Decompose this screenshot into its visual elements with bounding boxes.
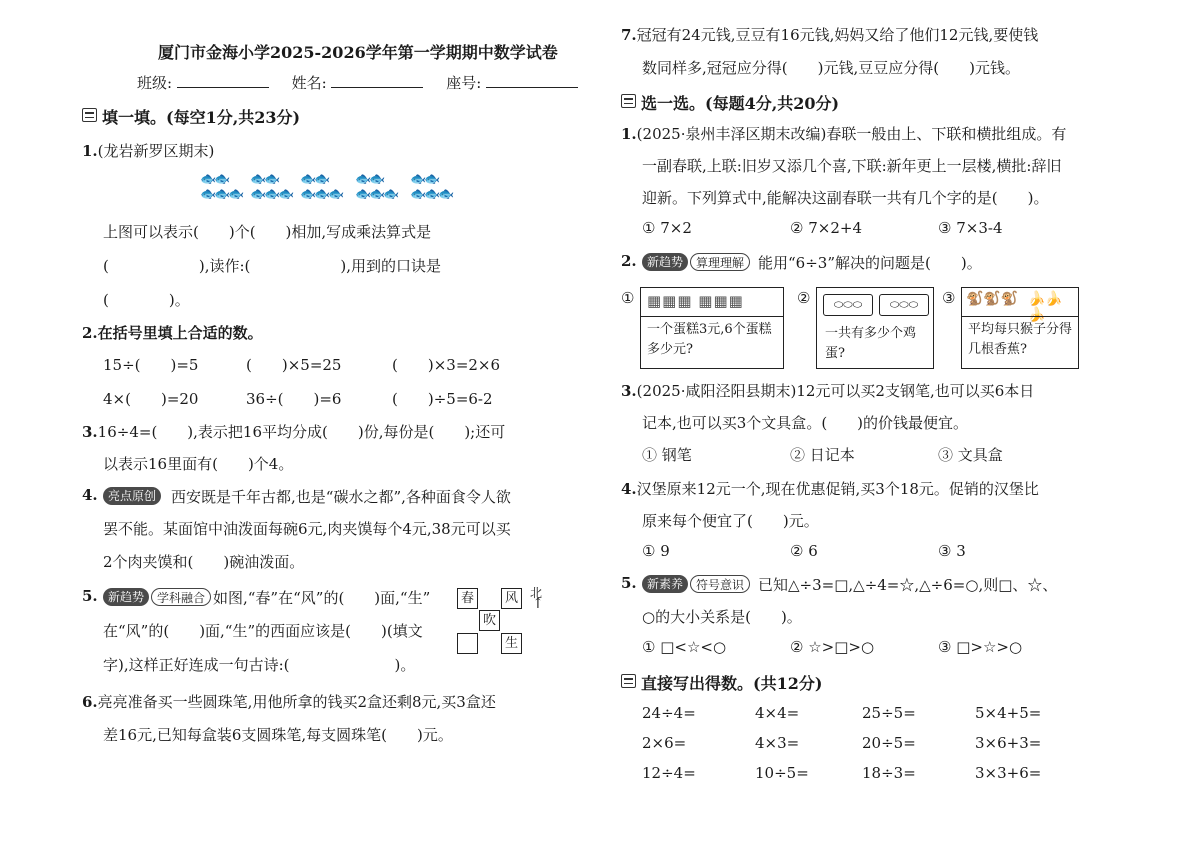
s2-q4-option-3[interactable]: ③ 3 (938, 542, 966, 560)
egg-icon: ⬭⬭⬭ (823, 294, 873, 316)
class-label: 班级: (137, 74, 173, 92)
fish-icon: 🐟🐟 🐟🐟🐟 (250, 172, 293, 202)
calc-item: 18÷3= (862, 764, 916, 782)
calc-item: 24÷4= (642, 704, 696, 722)
info-line (137, 72, 578, 93)
exam-title: 厦门市金海小学2025-2026学年第一学期期中数学试卷 (158, 43, 558, 62)
q6-number: 6. (82, 693, 98, 711)
q7-line-1-text: 冠冠有24元钱,豆豆有16元钱,妈妈又给了他们12元钱,要使钱 (636, 26, 1039, 44)
q7-line-2: 数同样多,冠冠应分得( )元钱,豆豆应分得( )元钱。 (642, 59, 1020, 77)
s2-q4-option-2[interactable]: ② 6 (790, 542, 818, 560)
q2-cell: 36÷( )=6 (246, 390, 342, 408)
s2-q1-line-3: 迎新。下列算式中,能解决这副春联一共有几个字的是( )。 (642, 189, 1049, 207)
s2-q1-option-3[interactable]: ③ 7×3-4 (938, 219, 1003, 237)
fish-icon: 🐟🐟 🐟🐟🐟 (200, 172, 243, 202)
q5-line-1: 如图,“春”在“风”的( )面,“生” (213, 589, 431, 607)
north-arrow-icon: ↑ (532, 596, 544, 612)
monkey-option-text: 平均每只猴子分得几根香蕉? (968, 322, 1073, 357)
section-one-icon (82, 108, 97, 122)
section-three-title: 直接写出得数。(共12分) (641, 674, 823, 693)
s2-q3-number: 3. (621, 382, 637, 400)
cake-icon: ▦▦▦ ▦▦▦ (647, 292, 744, 310)
s2-q2-tag-trend: 新趋势 (642, 253, 688, 271)
q2-text: 在括号里填上合适的数。 (97, 324, 263, 342)
section-three-icon (621, 674, 636, 688)
q2-cell: ( )×5=25 (246, 356, 342, 374)
s2-q4-number: 4. (621, 480, 637, 498)
char-box-chui: 吹 (479, 610, 500, 631)
q4-number: 4. (82, 486, 98, 504)
q3-line-1 (82, 421, 505, 442)
seat-label: 座号: (446, 74, 482, 92)
calc-item: 10÷5= (755, 764, 809, 782)
section-two-icon (621, 94, 636, 108)
s2-q1-number: 1. (621, 125, 637, 143)
monkey-icon: 🐒🐒🐒 (966, 291, 1019, 307)
calc-item: 25÷5= (862, 704, 916, 722)
s2-q5-option-2[interactable]: ② ☆>□>○ (790, 638, 875, 656)
s2-q2-opt3-mark[interactable]: ③ (942, 289, 956, 307)
q4-line-2: 罢不能。某面馆中油泼面每碗6元,肉夹馍每个4元,38元可以买 (103, 520, 511, 538)
s2-q4-option-1[interactable]: ① 9 (642, 542, 670, 560)
q1-line-source (82, 140, 214, 161)
q1-number: 1. (82, 142, 98, 160)
s2-q1-option-2[interactable]: ② 7×2+4 (790, 219, 862, 237)
q3-number: 3. (82, 423, 98, 441)
q5-tag-trend: 新趋势 (103, 588, 149, 606)
char-box-feng: 风 (501, 588, 522, 609)
calc-item: 3×6+3= (975, 734, 1042, 752)
cake-option-text: 一个蛋糕3元,6个蛋糕多少元? (647, 322, 772, 357)
char-box-chun: 春 (457, 588, 478, 609)
q4-line-1: 西安既是千年古都,也是“碳水之都”,各种面食令人欲 (171, 488, 511, 506)
q1-line-3: ( )。 (103, 291, 190, 309)
s2-q5-option-3[interactable]: ③ □>☆>○ (938, 638, 1023, 656)
s2-q2-tag-type: 算理理解 (690, 253, 750, 271)
q2-cell: ( )÷5=6-2 (392, 390, 493, 408)
s2-q5-line-2: ○的大小关系是( )。 (642, 608, 802, 626)
s2-q1-line-2: 一副春联,上联:旧岁又添几个喜,下联:新年更上一层楼,横批:辞旧 (642, 157, 1062, 175)
egg-icon: ⬭⬭⬭ (879, 294, 929, 316)
q2-cell: ( )×3=2×6 (392, 356, 501, 374)
s2-q2-opt1-mark[interactable]: ① (621, 289, 635, 307)
q1-line-1: 上图可以表示( )个( )相加,写成乘法算式是 (103, 223, 432, 241)
fish-icon: 🐟🐟 🐟🐟🐟 (410, 172, 453, 202)
calc-item: 5×4+5= (975, 704, 1042, 722)
q5-number: 5. (82, 587, 98, 605)
q2-cell: 15÷( )=5 (103, 356, 199, 374)
s2-q2-number: 2. (621, 252, 637, 270)
egg-option-box[interactable] (816, 287, 934, 369)
q2-number: 2. (82, 324, 98, 342)
q6-line-1 (82, 691, 496, 712)
section-two-title: 选一选。(每题4分,共20分) (641, 94, 840, 113)
monkey-option-box[interactable] (961, 287, 1079, 369)
s2-q3-option-3[interactable]: ③ 文具盒 (938, 446, 1003, 464)
calc-item: 2×6= (642, 734, 687, 752)
q5-tag-subject: 学科融合 (151, 588, 211, 606)
q1-source: (龙岩新罗区期末) (97, 142, 215, 160)
q3-line-1-text: 16÷4=( ),表示把16平均分成( )份,每份是( );还可 (97, 423, 506, 441)
fish-icon: 🐟🐟 🐟🐟🐟 (300, 172, 343, 202)
s2-q1-line-1-text: (2025·泉州丰泽区期末改编)春联一般由上、下联和横批组成。有 (636, 125, 1067, 143)
s2-q3-line-1 (621, 380, 1034, 401)
q5-line-2: 在“风”的( )面,“生”的西面应该是( )(填文 (103, 622, 423, 640)
section-one-title: 填一填。(每空1分,共23分) (102, 108, 301, 127)
calc-item: 4×4= (755, 704, 800, 722)
calc-item: 3×3+6= (975, 764, 1042, 782)
q6-line-1-text: 亮亮准备买一些圆珠笔,用他所拿的钱买2盒还剩8元,买3盒还 (97, 693, 496, 711)
s2-q5-tag-symbol: 符号意识 (690, 575, 750, 593)
s2-q4-line-2: 原来每个便宜了( )元。 (642, 512, 819, 530)
s2-q4-line-1-text: 汉堡原来12元一个,现在优惠促销,买3个18元。促销的汉堡比 (636, 480, 1039, 498)
seat-field[interactable] (486, 74, 578, 88)
s2-q3-option-1[interactable]: ① 钢笔 (642, 446, 692, 464)
cake-option-box[interactable] (640, 287, 784, 369)
s2-q1-line-1 (621, 123, 1066, 144)
s2-q5-option-1[interactable]: ① □<☆<○ (642, 638, 727, 656)
s2-q1-option-1[interactable]: ① 7×2 (642, 219, 692, 237)
egg-option-text: 一共有多少个鸡蛋? (825, 326, 917, 361)
s2-q2-text: 能用“6÷3”解决的问题是( )。 (758, 254, 982, 272)
q6-line-2: 差16元,已知每盒装6支圆珠笔,每支圆珠笔( )元。 (103, 726, 453, 744)
char-box-sheng: 生 (501, 633, 522, 654)
s2-q2-opt2-mark[interactable]: ② (797, 289, 811, 307)
name-label: 姓名: (291, 74, 327, 92)
q7-number: 7. (621, 26, 637, 44)
name-field[interactable] (331, 74, 423, 88)
s2-q4-line-1 (621, 478, 1039, 499)
s2-q5-line-1: 已知△÷3=□,△÷4=☆,△÷6=○,则□、☆、 (758, 576, 1058, 594)
q2-cell: 4×( )=20 (103, 390, 199, 408)
calc-item: 12÷4= (642, 764, 696, 782)
class-field[interactable] (177, 74, 269, 88)
calc-item: 20÷5= (862, 734, 916, 752)
s2-q3-line-1-text: (2025·咸阳泾阳县期末)12元可以买2支钢笔,也可以买6本日 (636, 382, 1035, 400)
fish-icon: 🐟🐟 🐟🐟🐟 (355, 172, 398, 202)
q2-header (82, 322, 263, 343)
char-box-blank[interactable] (457, 633, 478, 654)
s2-q5-tag-literacy: 新素养 (642, 575, 688, 593)
q4-tag: 亮点原创 (103, 487, 161, 505)
calc-item: 4×3= (755, 734, 800, 752)
north-label: 北 (530, 586, 543, 600)
banana-icon: 🍌🍌🍌 (1028, 291, 1063, 323)
q5-line-3: 字),这样正好连成一句古诗:( )。 (103, 656, 416, 674)
q1-line-2: ( ),读作:( ),用到的口诀是 (103, 257, 442, 275)
s2-q3-line-2: 记本,也可以买3个文具盒。( )的价钱最便宜。 (642, 414, 969, 432)
s2-q5-number: 5. (621, 574, 637, 592)
s2-q3-option-2[interactable]: ② 日记本 (790, 446, 855, 464)
q3-line-2: 以表示16里面有( )个4。 (103, 455, 294, 473)
q4-line-3: 2个肉夹馍和( )碗油泼面。 (103, 553, 305, 571)
q7-line-1 (621, 24, 1038, 45)
